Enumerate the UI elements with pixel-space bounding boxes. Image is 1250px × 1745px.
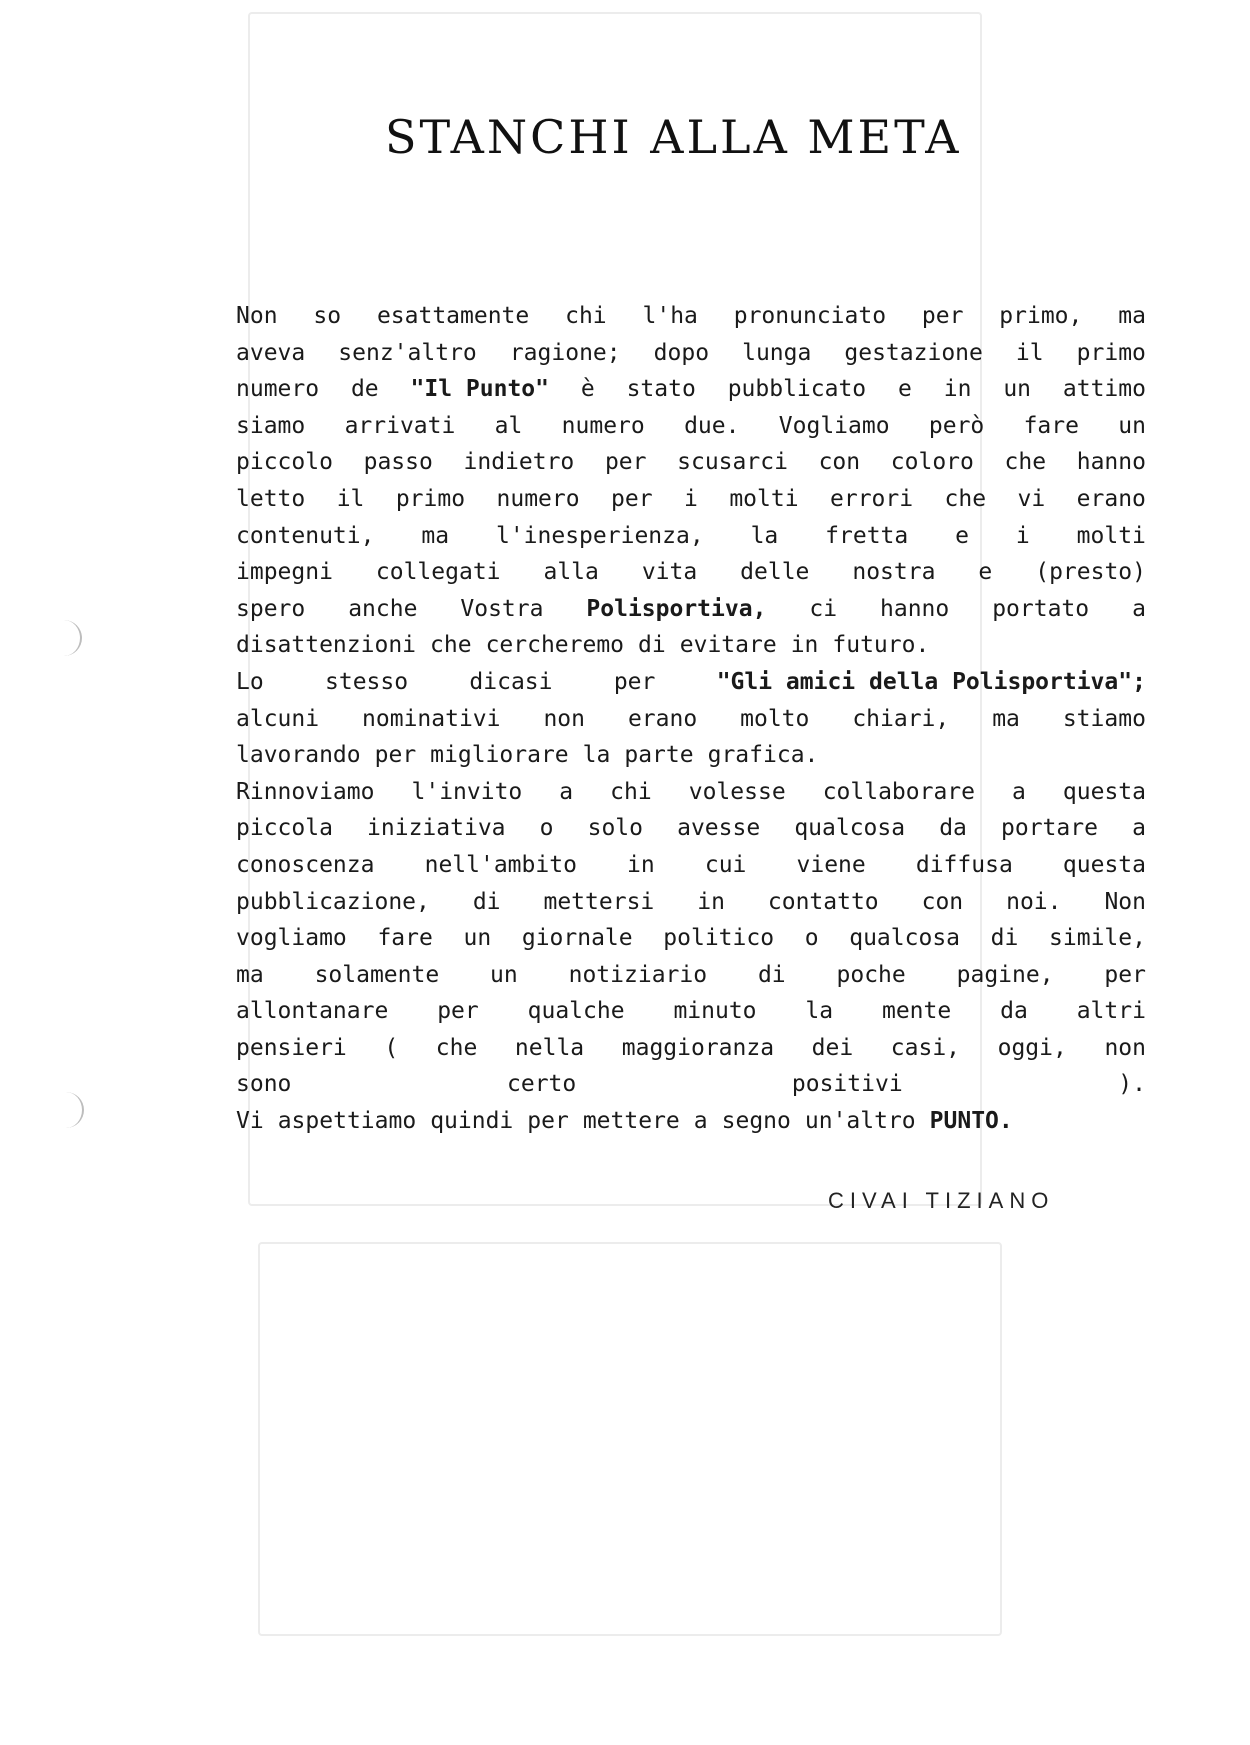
text-line: numero de "Il Punto" è stato pubblicato e in un attimo <box>236 376 1146 403</box>
text-line: contenuti, ma l'inesperienza, la fretta e i molti <box>236 522 1146 549</box>
text-line: letto il primo numero per i molti errori che vi erano <box>236 485 1146 512</box>
text-line: pubblicazione, di mettersi in contatto con noi. Non <box>236 888 1146 915</box>
text-line: Rinnoviamo l'invito a chi volesse collaborare a questa <box>236 778 1146 805</box>
text-line: Non so esattamente chi l'ha pronunciato per primo, ma <box>236 303 1146 329</box>
text-line: lavorando per migliorare la parte grafica. <box>236 742 819 769</box>
article-body <box>236 298 1146 1140</box>
text-line: piccolo passo indietro per scusarci con coloro che hanno <box>236 449 1146 476</box>
punch-hole-mark <box>58 620 82 656</box>
author-signature: CIVAI TIZIANO <box>828 1188 1055 1213</box>
text-line: siamo arrivati al numero due. Vogliamo però fare un <box>236 412 1146 439</box>
text-line: pensieri ( che nella maggioranza dei casi, oggi, non <box>236 1034 1146 1061</box>
text-line: piccola iniziativa o solo avesse qualcosa da portare a <box>236 815 1146 842</box>
text-line: ma solamente un notiziario di poche pagine, per <box>236 961 1146 988</box>
text-line: alcuni nominativi non erano molto chiari, ma stiamo <box>236 705 1146 732</box>
page-title: STANCHI ALLA META <box>385 110 962 164</box>
text-line: impegni collegati alla vita delle nostra e (presto) <box>236 559 1146 586</box>
text-line: allontanare per qualche minuto la mente da altri <box>236 998 1146 1025</box>
text-line: disattenzioni che cercheremo di evitare in futuro. <box>236 632 930 659</box>
text-line: spero anche Vostra Polisportiva, ci hanno portato a <box>236 595 1146 622</box>
text-line: Lo stesso dicasi per "Gli amici della Polisportiva"; <box>236 668 1146 695</box>
text-line: sono certo positivi ). <box>236 1071 1146 1098</box>
text-line: vogliamo fare un giornale politico o qualcosa di simile, <box>236 925 1146 952</box>
text-line: Vi aspettiamo quindi per mettere a segno un'altro PUNTO. <box>236 1108 1013 1135</box>
text-line: aveva senz'altro ragione; dopo lunga gestazione il primo <box>236 339 1146 366</box>
bleed-through-frame <box>258 1242 1002 1636</box>
text-line: conoscenza nell'ambito in cui viene diffusa questa <box>236 851 1146 878</box>
punch-hole-mark <box>60 1092 84 1128</box>
